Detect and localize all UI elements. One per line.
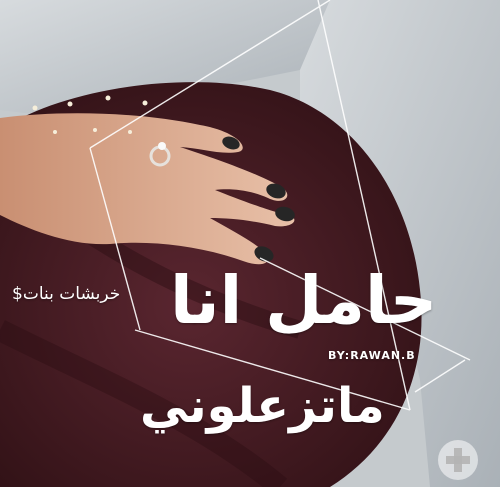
caption-main: حامل انا: [170, 262, 438, 339]
caption-brand: خربشات بنات$: [12, 284, 121, 304]
caption-sub: ماتزعلوني: [140, 378, 385, 434]
caption-credit: BY:RAWAN.B: [328, 349, 416, 362]
plus-circle-icon: [438, 440, 478, 480]
